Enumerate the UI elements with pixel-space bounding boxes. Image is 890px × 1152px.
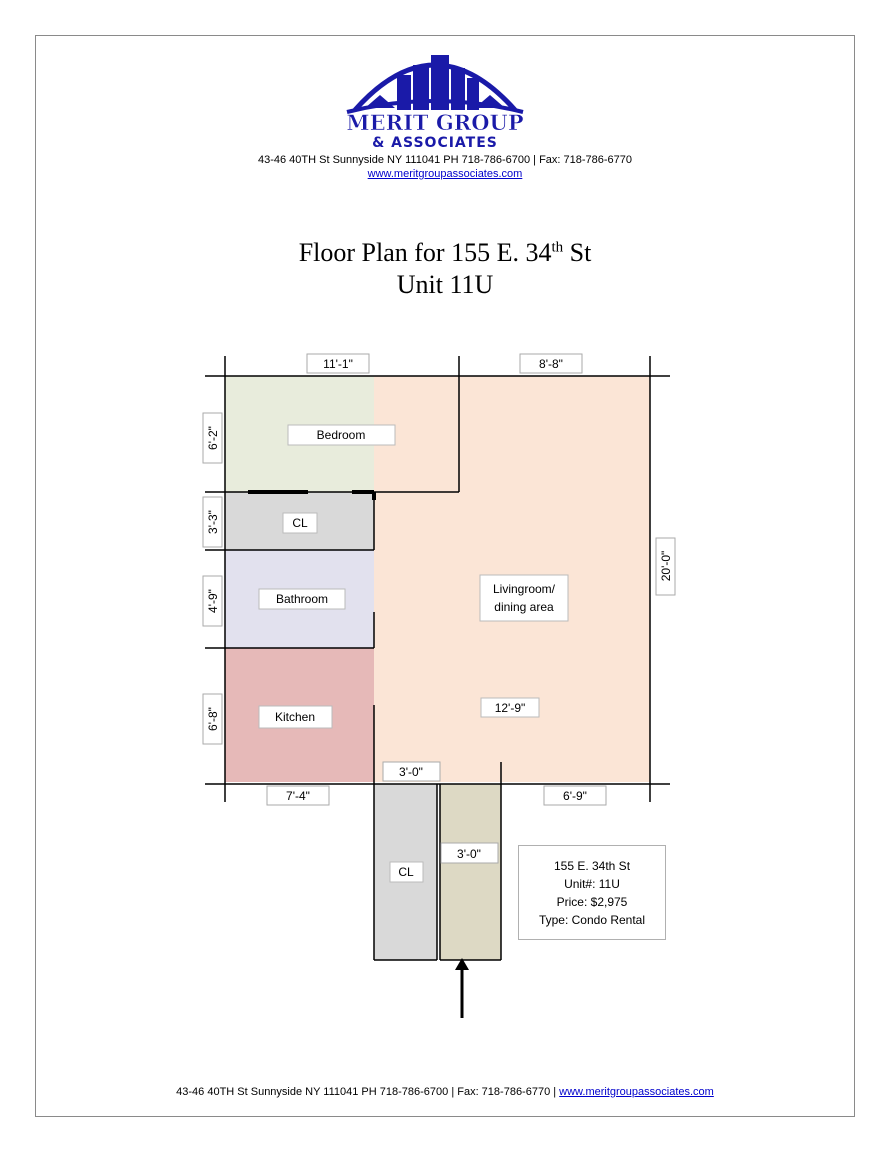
info-address: 155 E. 34th St [553, 859, 631, 873]
kitchen-label: Kitchen [274, 710, 316, 724]
living-label-box [480, 575, 568, 621]
listing-info-box [518, 845, 666, 940]
dim-left-closet-box [203, 497, 222, 547]
entry-arrow-icon [455, 958, 469, 1018]
title-prefix: Floor Plan for 155 E. 34 [298, 238, 552, 267]
dim-left-kitchen: 6'-8" [206, 707, 220, 731]
title-superscript: th [551, 239, 564, 256]
dim-left-bathroom-box [203, 576, 222, 626]
bedroom-label-box [288, 425, 395, 445]
title-suffix: St [563, 238, 592, 267]
footer-website-link[interactable]: www.meritgroupassociates.com [559, 1086, 714, 1098]
dim-top-right: 8'-8" [539, 357, 563, 371]
dim-living-width: 12'-9" [494, 701, 526, 715]
dim-right-total-box [656, 538, 675, 595]
dim-entry-width: 3'-0" [457, 847, 481, 861]
dim-top-right-box [520, 354, 582, 373]
kitchen-label-box [259, 706, 332, 728]
dim-left-kitchen-box [203, 694, 222, 744]
dim-left-bedroom: 6'-2" [206, 426, 220, 450]
bathroom-label: Bathroom [275, 592, 329, 606]
info-type: Type: Condo Rental [538, 913, 646, 927]
entry-area [440, 784, 501, 960]
dim-left-closet: 3'-3" [206, 510, 220, 534]
dim-top-left: 11'-1" [323, 357, 353, 371]
unit-title: Unit 11U [396, 270, 494, 299]
dim-top-left-box [307, 354, 369, 373]
dim-bottom-opening-box [383, 762, 440, 781]
info-price: Price: $2,975 [556, 895, 628, 909]
dim-bottom-opening: 3'-0" [399, 765, 423, 779]
living-label-line1: Livingroom/ [492, 582, 556, 596]
dim-bottom-right-box [544, 786, 606, 805]
closet-bottom-label: CL [398, 865, 414, 879]
living-upper-area [459, 376, 650, 492]
closet-bottom-label-box [390, 862, 423, 882]
dim-living-width-box [481, 698, 539, 717]
dim-left-bedroom-box [203, 413, 222, 463]
dim-right-total: 20'-0" [659, 550, 673, 582]
living-label-line2: dining area [494, 600, 554, 614]
dim-bottom-left: 7'-4" [286, 789, 310, 803]
closet-top-label: CL [292, 516, 308, 530]
footer [0, 1086, 890, 1098]
info-unit: Unit#: 11U [564, 877, 620, 891]
dim-left-bathroom: 4'-9" [206, 589, 220, 613]
bathroom-label-box [259, 589, 345, 609]
bedroom-label: Bedroom [316, 428, 366, 442]
logo-line2: & ASSOCIATES [372, 135, 498, 151]
header-address: 43-46 40TH St Sunnyside NY 111041 PH 718-786-6700 | Fax: 718-786-6770 [257, 154, 633, 166]
dim-bottom-right: 6'-9" [563, 789, 587, 803]
logo-line1: MERIT GROUP [346, 110, 524, 135]
closet-top-label-box [283, 513, 317, 533]
dim-bottom-left-box [267, 786, 329, 805]
dim-entry-width-box [441, 843, 498, 863]
header-website-link[interactable]: www.meritgroupassociates.com [367, 168, 523, 180]
footer-address: 43-46 40TH St Sunnyside NY 111041 PH 718-786-6700 | Fax: 718-786-6770 | [176, 1086, 560, 1098]
